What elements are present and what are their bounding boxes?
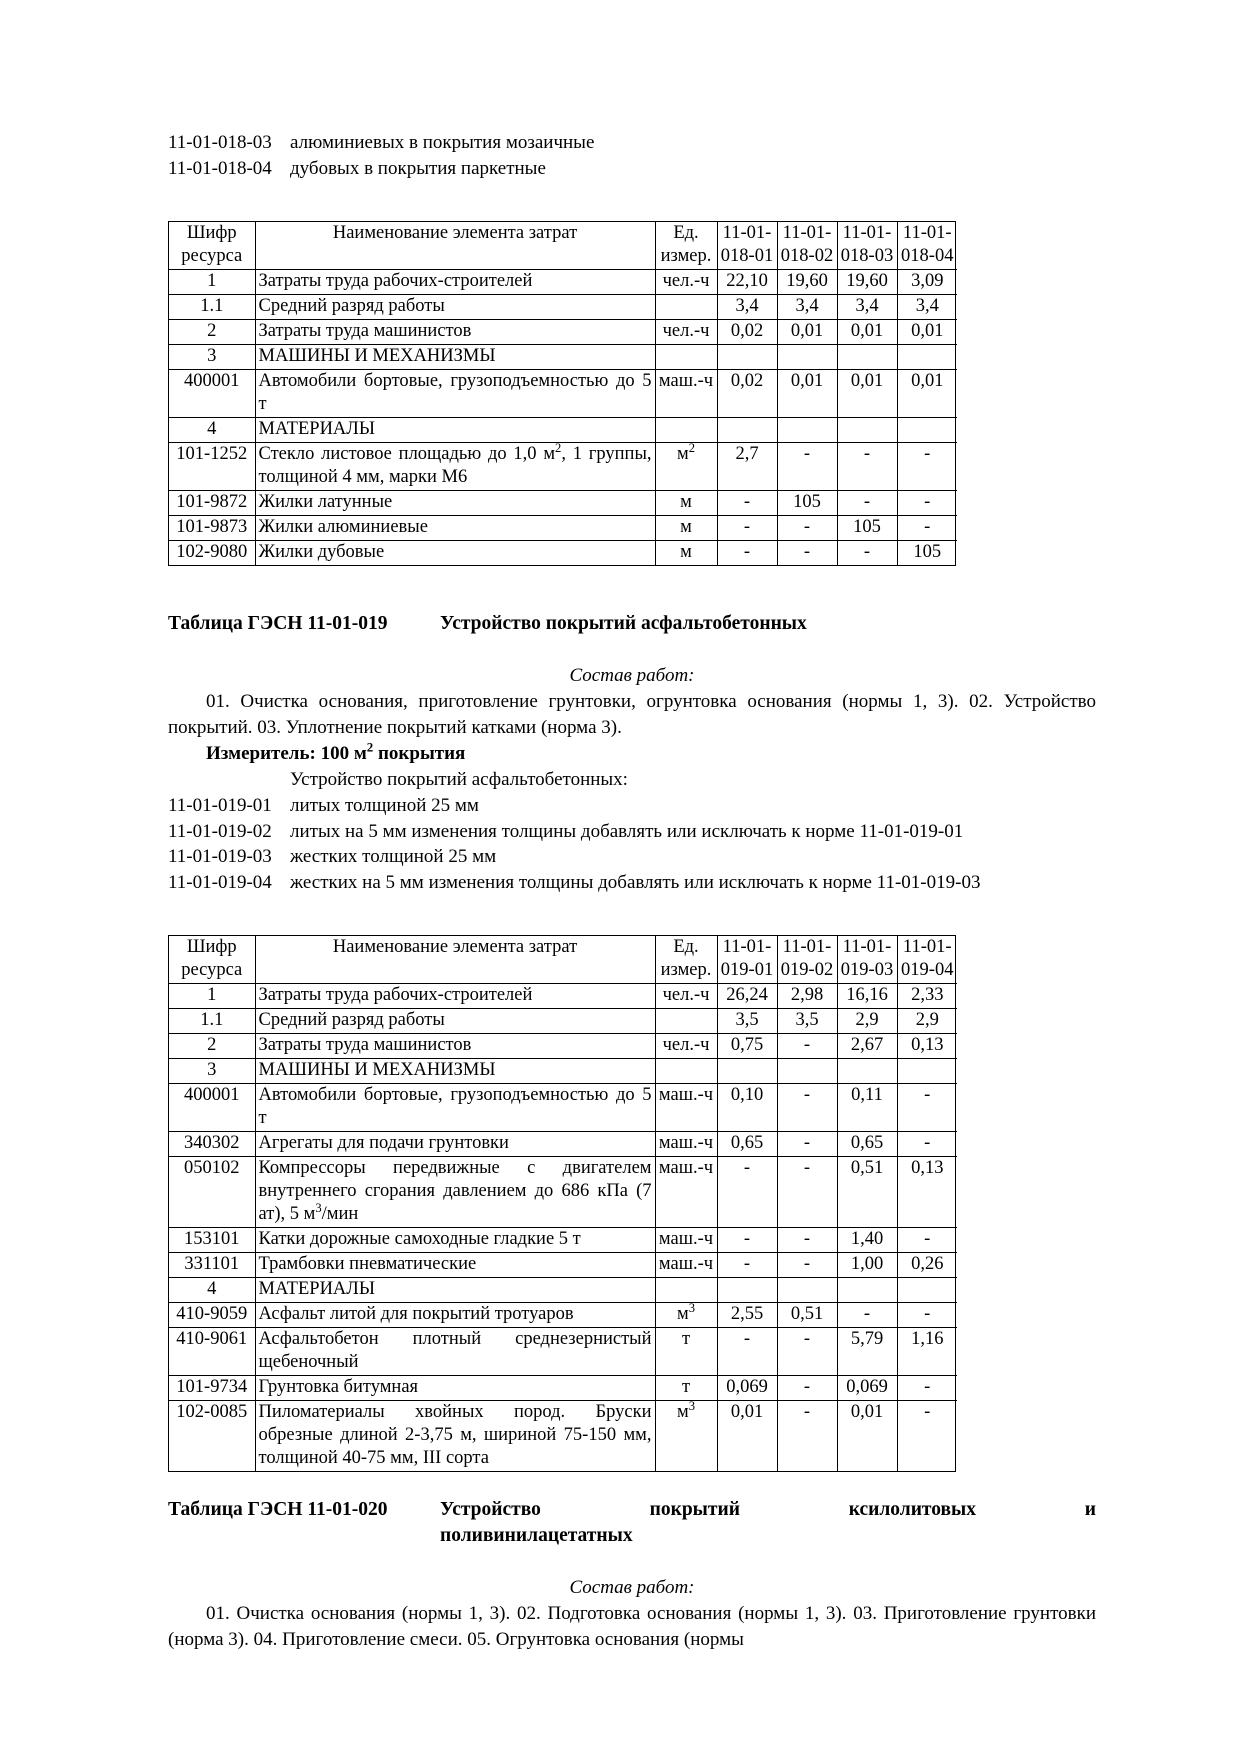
cell-value: - (777, 443, 837, 491)
header-unit: Ед. измер. (655, 222, 717, 270)
izmeritel-line (206, 741, 1096, 767)
cell-value: 2,67 (837, 1034, 897, 1059)
cell-resource-code: 101-9734 (169, 1376, 255, 1401)
cell-resource-code: 101-9873 (169, 516, 255, 541)
cell-resource-code: 3 (169, 345, 255, 370)
header-norm-col: 11-01- 018-01 (717, 222, 777, 270)
document-page (168, 130, 1096, 1653)
norm-list-item (168, 156, 1096, 182)
cell-resource-code: 1.1 (169, 1009, 255, 1034)
cell-value: - (837, 443, 897, 491)
cell-unit: чел.-ч (655, 984, 717, 1009)
header-unit: Ед. измер. (655, 936, 717, 984)
cell-value: 3,5 (717, 1009, 777, 1034)
cell-value: 19,60 (837, 270, 897, 295)
section-title-019 (168, 611, 1096, 637)
table-row (169, 370, 957, 418)
cell-value: 1,16 (897, 1328, 957, 1376)
section-title-020-line2 (168, 1523, 1096, 1549)
norm-list-item (168, 870, 1096, 896)
cell-unit (655, 1278, 717, 1303)
norm-list-item (168, 844, 1096, 870)
cell-value: 0,02 (717, 370, 777, 418)
table-row (169, 1328, 957, 1376)
cell-resource-code: 101-1252 (169, 443, 255, 491)
cell-resource-code: 3 (169, 1059, 255, 1084)
norm-list-019 (168, 793, 1096, 895)
header-code: Шифр ресурса (169, 222, 255, 270)
cell-unit: м (655, 541, 717, 566)
cell-resource-code: 153101 (169, 1228, 255, 1253)
cell-value (897, 1059, 957, 1084)
table-row (169, 541, 957, 566)
cell-element-name: Жилки алюминиевые (255, 516, 655, 541)
table-row (169, 1253, 957, 1278)
cell-value: - (897, 1376, 957, 1401)
cell-value: 5,79 (837, 1328, 897, 1376)
norm-code: 11-01-019-03 (168, 846, 272, 867)
cell-element-name: Асфальтобетон плотный среднезернистый щебеночный (255, 1328, 655, 1376)
cell-value: - (777, 1034, 837, 1059)
cell-value: 3,4 (837, 295, 897, 320)
cell-element-name: Затраты труда машинистов (255, 320, 655, 345)
cell-value: - (777, 1228, 837, 1253)
cell-value (897, 1278, 957, 1303)
cell-value: 3,4 (777, 295, 837, 320)
cell-unit: т (655, 1376, 717, 1401)
cell-resource-code: 102-0085 (169, 1401, 255, 1472)
cell-value: - (777, 1157, 837, 1228)
cell-unit: $м^3$ (655, 1303, 717, 1328)
cell-unit: м (655, 491, 717, 516)
header-norm-col: 11-01- 019-04 (897, 936, 957, 984)
cell-unit (655, 1059, 717, 1084)
norm-desc: литых на 5 мм изменения толщины добавлять или исключать к норме 11-01-019-01 (290, 820, 964, 842)
cell-value: - (777, 516, 837, 541)
table-row (169, 1084, 957, 1132)
cell-value: - (717, 1228, 777, 1253)
cell-value: 0,65 (837, 1132, 897, 1157)
cell-unit: маш.-ч (655, 1228, 717, 1253)
cell-unit: маш.-ч (655, 1132, 717, 1157)
table-row (169, 1401, 957, 1472)
cell-value: 26,24 (717, 984, 777, 1009)
cell-value (777, 345, 837, 370)
cell-element-name: Затраты труда машинистов (255, 1034, 655, 1059)
cell-element-name: Автомобили бортовые, грузоподъемностью до 5 т (255, 1084, 655, 1132)
cell-resource-code: 1 (169, 984, 255, 1009)
header-norm-col: 11-01- 019-01 (717, 936, 777, 984)
cell-unit: $м^3$ (655, 1401, 717, 1472)
sostav-rabot-label: Состав работ: (569, 1577, 695, 1598)
table-header-row (169, 936, 957, 984)
norm-code: 11-01-019-04 (168, 871, 272, 893)
section-title-label: Таблица ГЭСН 11-01-020 (168, 1499, 388, 1520)
cell-value (837, 1278, 897, 1303)
header-code: Шифр ресурса (169, 936, 255, 984)
norm-desc: алюминиевых в покрытия мозаичные (290, 132, 595, 153)
cell-element-name: Жилки дубовые (255, 541, 655, 566)
izmeritel-post: покрытия (373, 743, 466, 764)
cell-value (777, 1278, 837, 1303)
cell-value: 22,10 (717, 270, 777, 295)
cell-value: - (777, 1328, 837, 1376)
cell-value: 3,09 (897, 270, 957, 295)
cell-resource-code: 400001 (169, 370, 255, 418)
cell-value: - (837, 541, 897, 566)
norm-list-item (168, 793, 1096, 819)
cell-resource-code: 400001 (169, 1084, 255, 1132)
cell-element-name: Катки дорожные самоходные гладкие 5 т (255, 1228, 655, 1253)
cell-element-name: МАТЕРИАЛЫ (255, 1278, 655, 1303)
cell-value: 0,26 (897, 1253, 957, 1278)
cell-value: - (777, 1084, 837, 1132)
izmeritel-sup: 2 (366, 739, 374, 755)
cell-resource-code: 1 (169, 270, 255, 295)
cell-unit (655, 295, 717, 320)
table-row (169, 270, 957, 295)
norm-desc: жестких на 5 мм изменения толщины добавлять или исключать к норме 11-01-019-03 (290, 871, 981, 893)
cell-value: - (717, 1157, 777, 1228)
cell-value (717, 418, 777, 443)
resource-table-019 (168, 935, 956, 1472)
table-row (169, 1059, 957, 1084)
cell-value: 0,01 (837, 320, 897, 345)
cell-value: - (777, 1132, 837, 1157)
cell-value: 2,9 (897, 1009, 957, 1034)
cell-value (837, 345, 897, 370)
section-title-name-cont: поливинилацетатных (440, 1525, 633, 1546)
cell-value: - (717, 491, 777, 516)
cell-value: 0,75 (717, 1034, 777, 1059)
cell-value: - (777, 1376, 837, 1401)
cell-value: - (897, 1401, 957, 1472)
cell-value (897, 418, 957, 443)
cell-element-name: Затраты труда рабочих-строителей (255, 270, 655, 295)
cell-resource-code: 340302 (169, 1132, 255, 1157)
norm-code: 11-01-018-03 (168, 132, 272, 153)
cell-unit: чел.-ч (655, 270, 717, 295)
cell-value: 0,11 (837, 1084, 897, 1132)
cell-unit: чел.-ч (655, 320, 717, 345)
table-row (169, 1376, 957, 1401)
norm-list-item (168, 819, 1096, 845)
cell-value: - (897, 491, 957, 516)
cell-value: 2,55 (717, 1303, 777, 1328)
norm-list-018 (168, 130, 1096, 181)
cell-element-name: Асфальт литой для покрытий тротуаров (255, 1303, 655, 1328)
norm-list-item (168, 130, 1096, 156)
header-norm-col: 11-01- 018-04 (897, 222, 957, 270)
table-row (169, 1228, 957, 1253)
cell-value: - (717, 516, 777, 541)
table-row (169, 443, 957, 491)
cell-resource-code: 331101 (169, 1253, 255, 1278)
cell-value: 105 (897, 541, 957, 566)
cell-value: 0,13 (897, 1157, 957, 1228)
norm-code: 11-01-019-02 (168, 820, 272, 842)
cell-value: - (777, 541, 837, 566)
cell-value: 2,98 (777, 984, 837, 1009)
norm-desc: литых толщиной 25 мм (290, 795, 479, 816)
cell-value: 0,51 (777, 1303, 837, 1328)
cell-element-name: Затраты труда рабочих-строителей (255, 984, 655, 1009)
cell-value: 0,02 (717, 320, 777, 345)
header-norm-col: 11-01- 018-02 (777, 222, 837, 270)
header-name: Наименование элемента затрат (255, 222, 655, 270)
cell-value: - (717, 1253, 777, 1278)
cell-unit: маш.-ч (655, 370, 717, 418)
cell-value: - (837, 491, 897, 516)
izmeritel-pre: Измеритель: 100 м (206, 743, 367, 764)
cell-value: - (837, 1303, 897, 1328)
sostav-rabot-label: Состав работ: (569, 665, 695, 686)
cell-value: - (897, 1228, 957, 1253)
resource-table-018 (168, 221, 956, 566)
cell-value: 1,00 (837, 1253, 897, 1278)
cell-value: 0,01 (897, 320, 957, 345)
cell-value: - (897, 443, 957, 491)
cell-resource-code: 4 (169, 418, 255, 443)
header-name: Наименование элемента затрат (255, 936, 655, 984)
norm-desc: жестких толщиной 25 мм (290, 846, 497, 867)
cell-element-name: Компрессоры передвижные с двигателем внутреннего сгорания давлением до 686 кПа (7 ат), 5 $м^3$/мин (255, 1157, 655, 1228)
cell-element-name: МАШИНЫ И МЕХАНИЗМЫ (255, 345, 655, 370)
cell-value: 0,01 (837, 370, 897, 418)
cell-resource-code: 2 (169, 1034, 255, 1059)
cell-value: - (717, 1328, 777, 1376)
section-title-020 (168, 1497, 1096, 1523)
table-row (169, 491, 957, 516)
cell-value: 0,069 (717, 1376, 777, 1401)
cell-element-name: Жилки латунные (255, 491, 655, 516)
cell-resource-code: 1.1 (169, 295, 255, 320)
cell-value: 0,13 (897, 1034, 957, 1059)
cell-value (717, 1059, 777, 1084)
cell-unit (655, 1009, 717, 1034)
cell-value (837, 1059, 897, 1084)
cell-resource-code: 102-9080 (169, 541, 255, 566)
cell-element-name: Агрегаты для подачи грунтовки (255, 1132, 655, 1157)
cell-value: 3,4 (717, 295, 777, 320)
cell-value: 19,60 (777, 270, 837, 295)
cell-value: 2,33 (897, 984, 957, 1009)
table-row (169, 1009, 957, 1034)
cell-unit: чел.-ч (655, 1034, 717, 1059)
cell-element-name: Пиломатериалы хвойных пород. Бруски обрезные длиной 2-3,75 м, шириной 75-150 мм, толщиной 40-75 мм, III сорта (255, 1401, 655, 1472)
cell-element-name: Автомобили бортовые, грузоподъемностью до 5 т (255, 370, 655, 418)
norm-code: 11-01-019-01 (168, 795, 272, 816)
header-norm-col: 11-01- 018-03 (837, 222, 897, 270)
cell-element-name: МАТЕРИАЛЫ (255, 418, 655, 443)
cell-element-name: Стекло листовое площадью до 1,0 $м^2$, 1 группы, толщиной 4 мм, марки М6 (255, 443, 655, 491)
cell-value: 0,069 (837, 1376, 897, 1401)
cell-element-name: МАШИНЫ И МЕХАНИЗМЫ (255, 1059, 655, 1084)
cell-value: 2,9 (837, 1009, 897, 1034)
cell-unit (655, 418, 717, 443)
cell-unit: маш.-ч (655, 1253, 717, 1278)
cell-value (897, 345, 957, 370)
cell-value: 1,40 (837, 1228, 897, 1253)
cell-resource-code: 2 (169, 320, 255, 345)
cell-value (717, 345, 777, 370)
table-row (169, 345, 957, 370)
cell-unit: маш.-ч (655, 1084, 717, 1132)
table-body-019 (169, 984, 957, 1472)
cell-value (777, 418, 837, 443)
table-header-row (169, 222, 957, 270)
cell-value: 0,01 (897, 370, 957, 418)
cell-resource-code: 4 (169, 1278, 255, 1303)
table-row (169, 984, 957, 1009)
cell-value: - (777, 1401, 837, 1472)
cell-element-name: Трамбовки пневматические (255, 1253, 655, 1278)
norm-desc: дубовых в покрытия паркетные (290, 157, 546, 179)
cell-value: - (897, 516, 957, 541)
cell-value: 0,01 (717, 1401, 777, 1472)
cell-value (837, 418, 897, 443)
table-row (169, 418, 957, 443)
table-row (169, 295, 957, 320)
cell-unit: т (655, 1328, 717, 1376)
cell-resource-code: 410-9059 (169, 1303, 255, 1328)
cell-value: 0,01 (777, 320, 837, 345)
cell-value: 16,16 (837, 984, 897, 1009)
table-row (169, 1132, 957, 1157)
section-title-name: Устройство покрытий асфальтобетонных (440, 613, 807, 634)
cell-unit: $м^2$ (655, 443, 717, 491)
cell-value: 0,10 (717, 1084, 777, 1132)
table-row (169, 1278, 957, 1303)
cell-unit: м (655, 516, 717, 541)
table-row (169, 1034, 957, 1059)
cell-value: - (897, 1132, 957, 1157)
cell-value: 0,01 (777, 370, 837, 418)
cell-value: - (897, 1084, 957, 1132)
norm-group-subheading: Устройство покрытий асфальтобетонных: (290, 769, 628, 790)
section-title-name: Устройство покрытий ксилолитовых и (440, 1499, 1096, 1520)
cell-value: 0,01 (837, 1401, 897, 1472)
cell-value: 105 (777, 491, 837, 516)
cell-value: 105 (837, 516, 897, 541)
cell-value: 3,5 (777, 1009, 837, 1034)
cell-element-name: Грунтовка битумная (255, 1376, 655, 1401)
cell-unit (655, 345, 717, 370)
table-row (169, 516, 957, 541)
cell-value: - (777, 1253, 837, 1278)
cell-value: - (897, 1303, 957, 1328)
header-norm-col: 11-01- 019-02 (777, 936, 837, 984)
cell-value (717, 1278, 777, 1303)
cell-resource-code: 101-9872 (169, 491, 255, 516)
cell-element-name: Средний разряд работы (255, 1009, 655, 1034)
table-row (169, 1303, 957, 1328)
cell-value: - (717, 541, 777, 566)
cell-unit: маш.-ч (655, 1157, 717, 1228)
section-title-label: Таблица ГЭСН 11-01-019 (168, 613, 388, 634)
cell-value: 3,4 (897, 295, 957, 320)
table-row (169, 1157, 957, 1228)
cell-resource-code: 410-9061 (169, 1328, 255, 1376)
cell-resource-code: 050102 (169, 1157, 255, 1228)
table-row (169, 320, 957, 345)
sostav-rabot-text: 01. Очистка основания, приготовление грунтовки, огрунтовка основания (нормы 1, 3). 02. Устройство покрытий. 03. Уплотнение покрытий катками (норма 3). (168, 691, 1096, 738)
cell-value: 0,51 (837, 1157, 897, 1228)
table-body-018 (169, 270, 957, 566)
cell-element-name: Средний разряд работы (255, 295, 655, 320)
cell-value: 0,65 (717, 1132, 777, 1157)
norm-code: 11-01-018-04 (168, 157, 272, 179)
cell-value (777, 1059, 837, 1084)
cell-value: 2,7 (717, 443, 777, 491)
sostav-rabot-text: 01. Очистка основания (нормы 1, 3). 02. Подготовка основания (нормы 1, 3). 03. Приготовление грунтовки (норма 3). 04. Приготовление смеси. 05. Огрунтовка основания (нормы (168, 1603, 1096, 1650)
header-norm-col: 11-01- 019-03 (837, 936, 897, 984)
